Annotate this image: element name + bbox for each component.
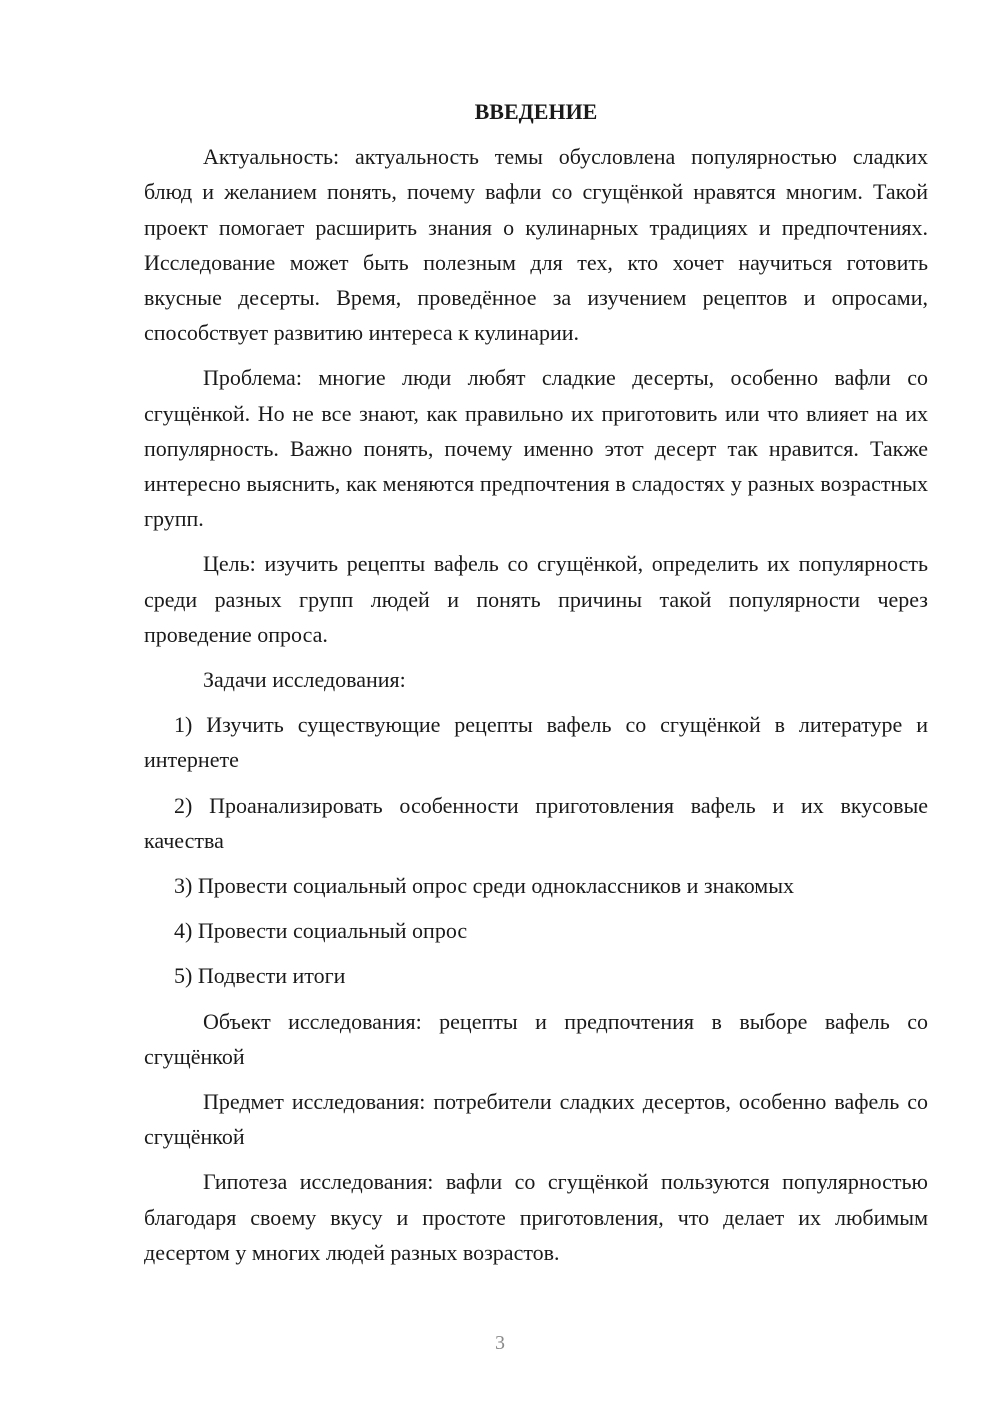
problem-paragraph: Проблема: многие люди любят сладкие десерты, особенно вафли со сгущёнкой. Но не все знают, как правильно их приготовить или что влияет на их популярность. Важно понять, почему именно этот десерт так нравится. Также интересно выяснить, как меняются предпочтения в сладостях у разных возрастных групп. <box>144 365 928 532</box>
task-item-1: 1) Изучить существующие рецепты вафель со сгущёнкой в литературе и интернете <box>144 712 928 773</box>
object-paragraph: Объект исследования: рецепты и предпочтения в выборе вафель со сгущёнкой <box>144 1008 928 1069</box>
task-item-2: 2) Проанализировать особенности приготовления вафель и их вкусовые качества <box>144 792 928 853</box>
document-page <box>144 94 928 1280</box>
page-number: 3 <box>495 1332 505 1354</box>
hypothesis-paragraph: Гипотеза исследования: вафли со сгущёнкой пользуются популярностью благодаря своему вкусу и простоте приготовления, что делает их любимым десертом у многих людей разных возрастов. <box>144 1169 928 1265</box>
tasks-heading: Задачи исследования: <box>203 667 406 693</box>
task-item-3: 3) Провести социальный опрос среди одноклассников и знакомых <box>174 873 794 899</box>
task-item-4: 4) Провести социальный опрос <box>174 918 468 944</box>
subject-paragraph: Предмет исследования: потребители сладких десертов, особенно вафель со сгущёнкой <box>144 1089 928 1150</box>
section-title: ВВЕДЕНИЕ <box>474 99 598 124</box>
task-item-5: 5) Подвести итоги <box>174 963 346 989</box>
goal-paragraph: Цель: изучить рецепты вафель со сгущёнкой, определить их популярность среди разных групп людей и понять причины такой популярности через проведение опроса. <box>144 551 928 647</box>
relevance-paragraph: Актуальность: актуальность темы обусловлена популярностью сладких блюд и желанием понять, почему вафли со сгущёнкой нравятся многим. Такой проект помогает расширить знания о кулинарных традициях и предпочтениях. Исследование может быть полезным для тех, кто хочет научиться готовить вкусные десерты. Время, проведённое за изучением рецептов и опросами, способствует развитию интереса к кулинарии. <box>144 144 928 346</box>
